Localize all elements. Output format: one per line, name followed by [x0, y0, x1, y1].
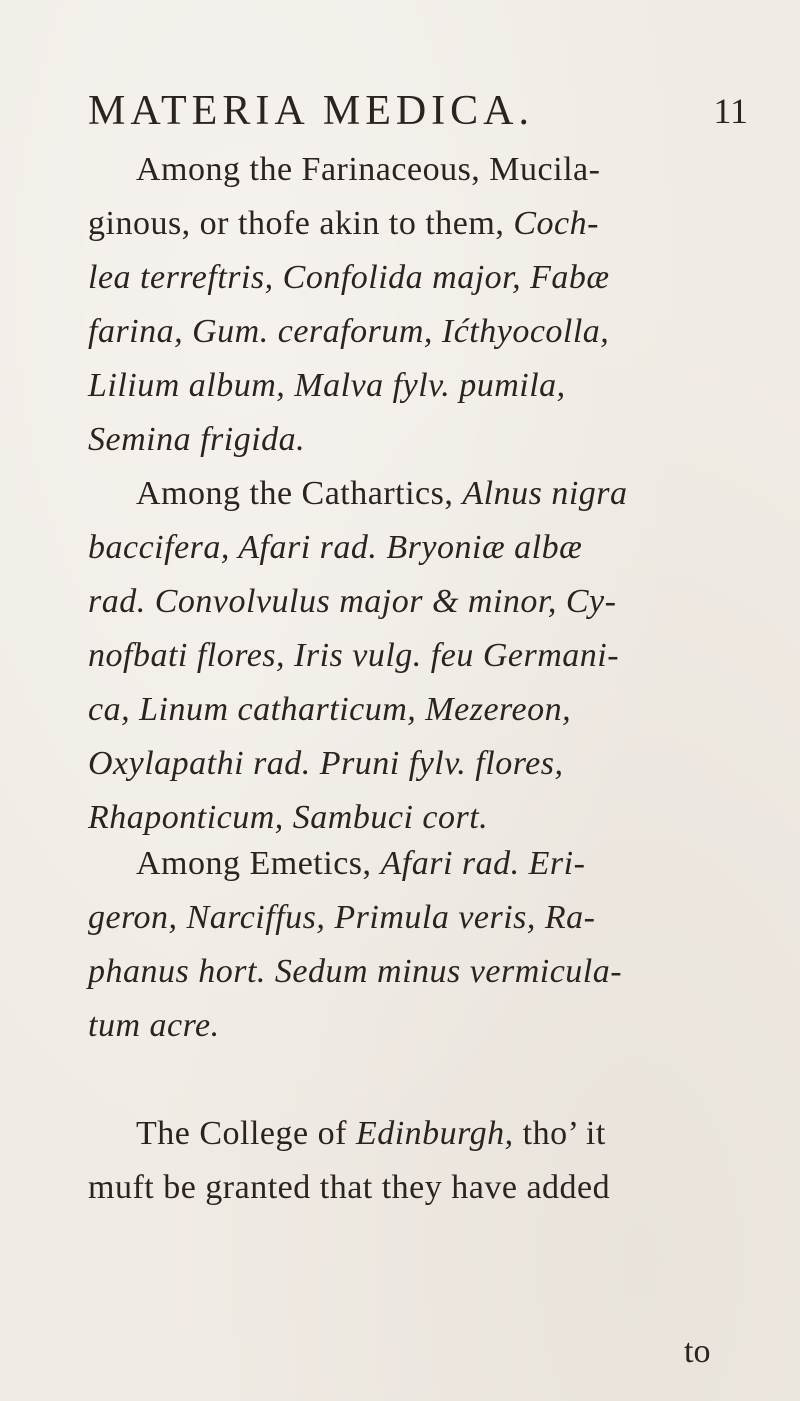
page-number: 11	[713, 91, 748, 131]
roman-text: Among Emetics,	[136, 845, 381, 882]
catchword: to	[684, 1333, 711, 1370]
italic-text: farina, Gum. ceraforum, Ićthyocolla,	[88, 313, 610, 350]
roman-text: Among the Cathartics,	[136, 475, 463, 512]
italic-text: lea terreftris, Confolida major, Fabæ	[88, 259, 610, 296]
italic-text: ca, Linum catharticum, Mezereon,	[88, 691, 572, 728]
text-line	[88, 1166, 610, 1210]
page-header	[88, 86, 748, 136]
italic-text: geron, Narciffus, Primula veris, Ra-	[88, 899, 596, 936]
italic-text: Coch-	[513, 205, 599, 242]
text-line	[88, 896, 596, 940]
text-line	[88, 310, 609, 354]
italic-text: Oxylapathi rad. Pruni fylv. flores,	[88, 745, 564, 782]
roman-text: tho’ it	[513, 1115, 606, 1152]
italic-text: rad. Convolvulus major & minor, Cy-	[88, 583, 617, 620]
text-line	[88, 580, 616, 624]
text-line	[136, 1112, 606, 1156]
italic-text: phanus hort. Sedum minus vermicula-	[88, 953, 623, 990]
text-line	[88, 796, 488, 840]
text-line	[88, 202, 599, 246]
text-line	[88, 634, 619, 678]
text-line	[88, 742, 564, 786]
text-line	[136, 148, 600, 192]
text-line	[136, 472, 628, 516]
italic-text: Alnus nigra	[462, 475, 628, 512]
text-line	[88, 418, 305, 462]
italic-text: Afari rad. Eri-	[380, 845, 586, 882]
text-line	[136, 842, 585, 886]
text-line	[88, 526, 582, 570]
text-line	[88, 256, 610, 300]
text-line	[88, 364, 566, 408]
italic-text: nofbati flores, Iris vulg. feu Germani-	[88, 637, 620, 674]
italic-text: tum acre.	[88, 1007, 220, 1044]
text-line	[88, 1004, 220, 1048]
italic-text: Edinburgh,	[355, 1115, 514, 1152]
roman-text: muft be granted that they have added	[88, 1169, 611, 1206]
roman-text: Among the Farinaceous, Mucila-	[136, 151, 601, 188]
text-line	[88, 950, 622, 994]
running-head: MATERIA MEDICA.	[88, 88, 535, 134]
text-line	[88, 688, 571, 732]
italic-text: Rhaponticum, Sambuci cort.	[88, 799, 489, 836]
roman-text: ginous, or thofe akin to them,	[88, 205, 514, 242]
italic-text: baccifera, Afari rad. Bryoniæ albæ	[88, 529, 583, 566]
italic-text: Semina frigida.	[88, 421, 306, 458]
roman-text: The College of	[136, 1115, 356, 1152]
italic-text: Lilium album, Malva fylv. pumila,	[88, 367, 566, 404]
